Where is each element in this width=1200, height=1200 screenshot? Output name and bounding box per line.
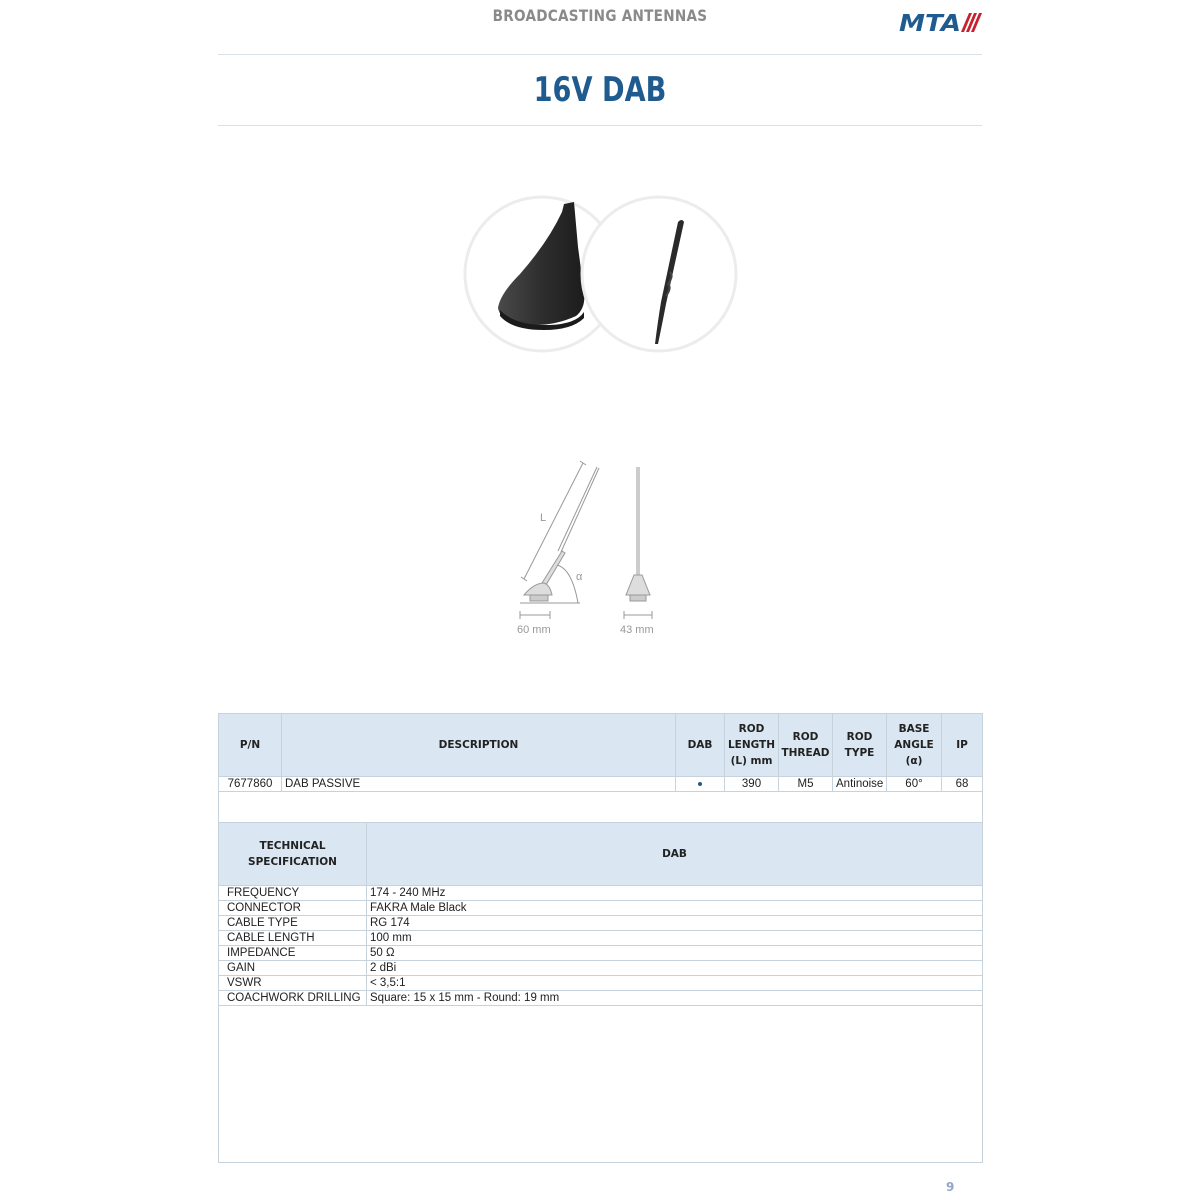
spec-label: CABLE LENGTH: [219, 931, 367, 946]
header-dab: DAB: [676, 714, 725, 777]
cell-rod-length: 390: [725, 777, 779, 792]
title-divider: [218, 125, 982, 126]
spec-label: CONNECTOR: [219, 901, 367, 916]
spec-row: [219, 961, 983, 976]
spec-row: [219, 976, 983, 991]
spec-label: FREQUENCY: [219, 886, 367, 901]
mta-logo: [899, 10, 983, 34]
spec-label: VSWR: [219, 976, 367, 991]
header-rod-type: ROD TYPE: [833, 714, 887, 777]
spec-value: Square: 15 x 15 mm - Round: 19 mm: [367, 991, 983, 1006]
base-right-label: 43 mm: [620, 624, 654, 636]
spec-row: [219, 886, 983, 901]
spec-value: FAKRA Male Black: [367, 901, 983, 916]
cell-rod-type: Antinoise: [833, 777, 887, 792]
spec-row: [219, 931, 983, 946]
cell-base-angle: 60°: [887, 777, 942, 792]
header-pn: P/N: [219, 714, 282, 777]
spec-table: [218, 822, 983, 1006]
header-rod-length: ROD LENGTH (L) mm: [725, 714, 779, 777]
header-divider: [218, 54, 982, 55]
spec-value: 174 - 240 MHz: [367, 886, 983, 901]
section-title: BROADCASTING ANTENNAS: [492, 6, 708, 25]
header-rod-thread: ROD THREAD: [779, 714, 833, 777]
base-left-label: 60 mm: [517, 624, 551, 636]
page-number: 9: [946, 1180, 955, 1194]
spec-row: [219, 991, 983, 1006]
dab-indicator-dot: [698, 782, 702, 786]
header-ip: IP: [942, 714, 983, 777]
angle-label: α: [576, 571, 583, 583]
cell-rod-thread: M5: [779, 777, 833, 792]
technical-drawing: [500, 455, 680, 645]
cell-ip: 68: [942, 777, 983, 792]
spec-row: [219, 946, 983, 961]
spec-label: IMPEDANCE: [219, 946, 367, 961]
spec-row: [219, 901, 983, 916]
table-row: [219, 777, 983, 792]
cell-dab: [676, 777, 725, 792]
spec-value: 50 Ω: [367, 946, 983, 961]
spec-table-header: [219, 823, 983, 886]
page-title: 16V DAB: [533, 70, 667, 110]
product-photos: [460, 192, 750, 357]
spec-value: 2 dBi: [367, 961, 983, 976]
length-label: L: [540, 512, 547, 524]
header-base-angle: BASE ANGLE (α): [887, 714, 942, 777]
spec-value: RG 174: [367, 916, 983, 931]
spec-value: 100 mm: [367, 931, 983, 946]
spec-label: COACHWORK DRILLING: [219, 991, 367, 1006]
rod-photo: [582, 197, 736, 351]
spec-label: CABLE TYPE: [219, 916, 367, 931]
cell-description: DAB PASSIVE: [282, 777, 676, 792]
spec-row: [219, 916, 983, 931]
cell-pn: 7677860: [219, 777, 282, 792]
header-technical-specification: TECHNICAL SPECIFICATION: [219, 823, 367, 886]
header-dab-spec: DAB: [367, 823, 983, 886]
header-description: DESCRIPTION: [282, 714, 676, 777]
product-table-header: [219, 714, 983, 777]
svg-text:MTA: MTA: [899, 11, 961, 34]
product-table: [218, 713, 983, 792]
spec-label: GAIN: [219, 961, 367, 976]
spec-value: < 3,5:1: [367, 976, 983, 991]
